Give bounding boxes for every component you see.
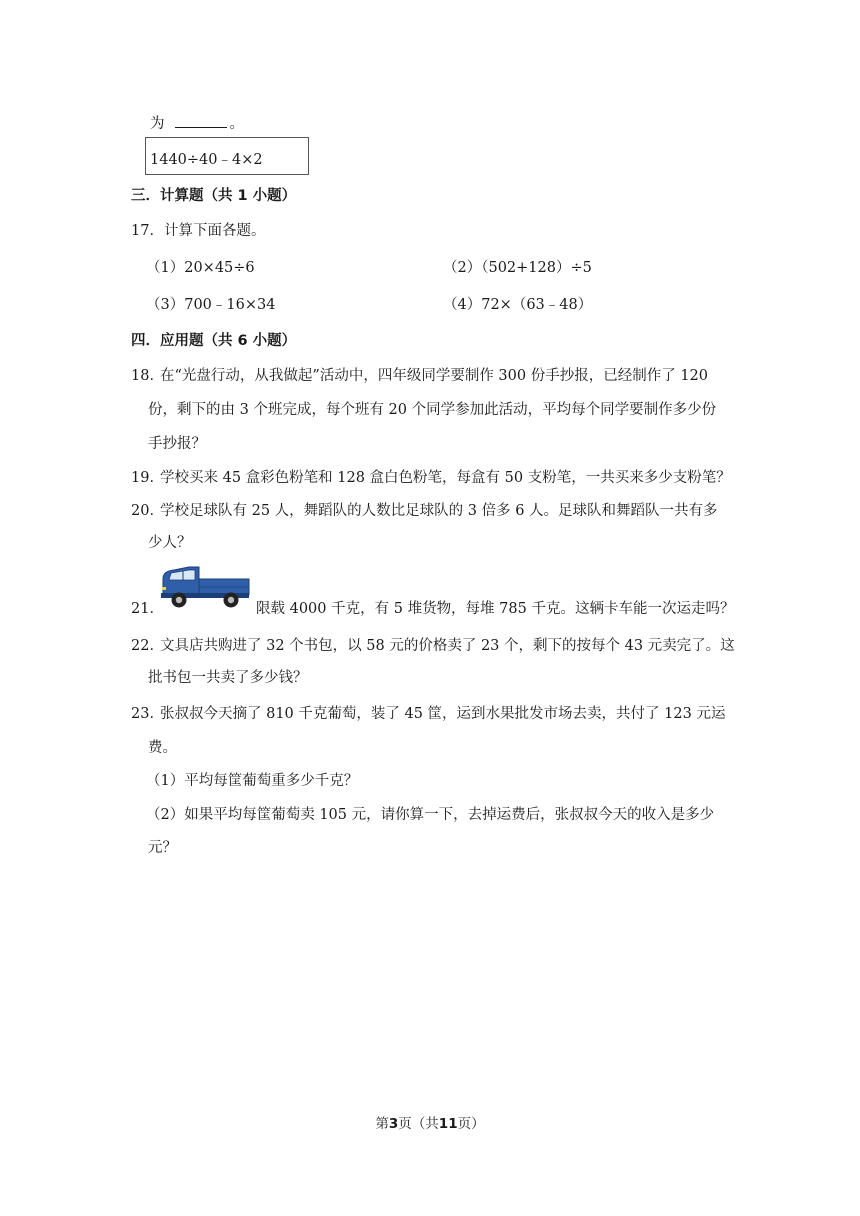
q18-line-3: 手抄报？ xyxy=(148,436,206,452)
q22-line-1: 文具店共购进了 32 个书包，以 58 元的价格卖了 23 个，剩下的按每个 43 元卖完了。这 xyxy=(160,638,735,654)
q17-line xyxy=(131,219,265,240)
expression-text: 1440÷40﹣4×2 xyxy=(150,152,263,168)
q18-line-2: 份，剩下的由 3 个班完成，每个班有 20 个同学参加此活动，平均每个同学要制作多少份 xyxy=(148,402,717,418)
q20-line-2: 少人？ xyxy=(148,535,192,551)
footer-prefix: 第 xyxy=(375,1116,389,1132)
q23-line-2: 费。 xyxy=(148,740,177,756)
footer-page-number: 3 xyxy=(388,1116,399,1132)
answer-blank[interactable] xyxy=(175,113,227,128)
q20-number: 20． xyxy=(131,503,164,519)
prev-question-suffix: 。 xyxy=(229,116,244,132)
q17-item-1: （1）20×45÷6 xyxy=(146,260,255,276)
page-footer xyxy=(0,1112,860,1132)
section3-heading: 三．计算题（共 1 小题） xyxy=(131,188,297,204)
q18-number: 18． xyxy=(131,368,164,384)
footer-total-pages: 11 xyxy=(438,1116,458,1132)
expression-box xyxy=(145,137,309,175)
q21-text: 限载 4000 千克，有 5 堆货物，每堆 785 千克。这辆卡车能一次运走吗？ xyxy=(256,601,735,617)
footer-suffix: 页） xyxy=(457,1116,485,1132)
q21-number: 21． xyxy=(131,601,164,617)
q23-sub1: （1）平均每筐葡萄重多少千克？ xyxy=(146,773,359,789)
q23-number: 23． xyxy=(131,706,164,722)
q17-item-2: （2）（502+128）÷5 xyxy=(443,260,592,276)
q17-number: 17． xyxy=(131,223,164,239)
q23-sub2-line-2: 元？ xyxy=(148,840,177,856)
q18-line-1: 在“光盘行动，从我做起”活动中，四年级同学要制作 300 份手抄报，已经制作了 120 xyxy=(160,368,709,384)
prev-question-prefix: 为 xyxy=(150,116,165,132)
q17-text: 计算下面各题。 xyxy=(163,223,266,239)
q22-number: 22． xyxy=(131,638,164,654)
q17-item-4: （4）72×（63﹣48） xyxy=(443,297,593,313)
q20-line-1: 学校足球队有 25 人，舞蹈队的人数比足球队的 3 倍多 6 人。足球队和舞蹈队一共有多 xyxy=(160,503,718,519)
section4-heading: 四．应用题（共 6 小题） xyxy=(131,333,297,349)
q23-line-1: 张叔叔今天摘了 810 千克葡萄，装了 45 筐，运到水果批发市场去卖，共付了 123 元运 xyxy=(160,706,726,722)
q22-line-2: 批书包一共卖了多少钱？ xyxy=(148,670,308,686)
truck-image xyxy=(159,565,251,609)
q17-item-3: （3）700﹣16×34 xyxy=(146,297,276,313)
q19-number: 19． xyxy=(131,470,164,486)
q19-line-1: 学校买来 45 盒彩色粉笔和 128 盒白色粉笔，每盒有 50 支粉笔，一共买来多少支粉笔？ xyxy=(160,470,731,486)
footer-middle: 页（共 xyxy=(398,1116,439,1132)
prev-question-tail xyxy=(150,112,244,133)
q23-sub2-line-1: （2）如果平均每筐葡萄卖 105 元，请你算一下，去掉运费后，张叔叔今天的收入是多少 xyxy=(146,807,715,823)
